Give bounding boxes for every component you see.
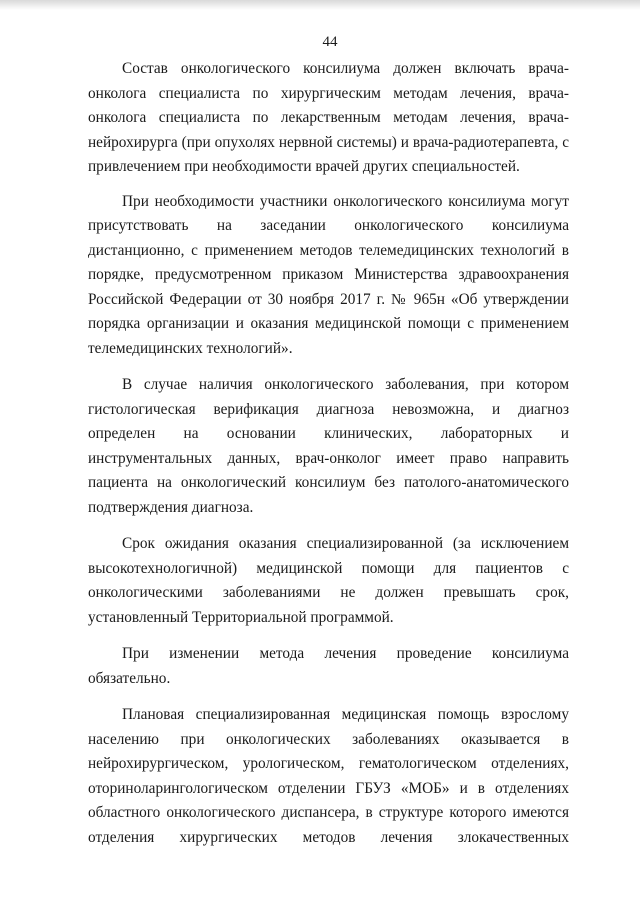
paragraph-waiting-period: Срок ожидания оказания специализированной (за исключением высокотехнологичной) медицинской помощи для пациентов с онкологическими заболеваниями не должен превышать срок, установленный Территориальной программой. [88, 535, 569, 626]
paragraph-planned-care: Плановая специализированная медицинская помощь взрослому населению при онкологических заболеваниях оказывается в нейрохирургическом, урологическом, гематологическом отделениях, оториноларингологическом отделении ГБУЗ «МОБ» и в отделениях областного онкологического диспансера, в структуре которого имеются отделения хирургических методов лечения злокачественных [88, 706, 569, 846]
paragraph-consilium-composition: Состав онкологического консилиума должен включать врача-онколога специалиста по хирургическим методам лечения, врача-онколога специалиста по лекарственным методам лечения, врача-нейрохирурга (при опухолях нервной системы) и врача-радиотерапевта, с привлечением при необходимости врачей других специальностей. [88, 60, 569, 175]
page-number: 44 [322, 34, 338, 50]
paragraph-treatment-change: При изменении метода лечения проведение консилиума обязательно. [88, 645, 569, 687]
document-body [88, 57, 569, 862]
paragraph-diagnosis-without-histology: В случае наличия онкологического заболевания, при котором гистологическая верификация диагноза невозможна, и диагноз определен на основании клинических, лабораторных и инструментальных данных, врач-онколог имеет право направить пациента на онкологический консилиум без патолого-анатомического подтверждения диагноза. [88, 376, 569, 516]
paragraph-remote-participation: При необходимости участники онкологического консилиума могут присутствовать на заседании онкологического консилиума дистанционно, с применением методов телемедицинских технологий в порядке, предусмотренном приказом Министерства здравоохранения Российской Федерации от 30 ноября 2017 г. № 965н «Об утверждении порядка организации и оказания медицинской помощи с применением телемедицинских технологий». [88, 192, 569, 357]
scan-shadow-edge [0, 0, 640, 10]
